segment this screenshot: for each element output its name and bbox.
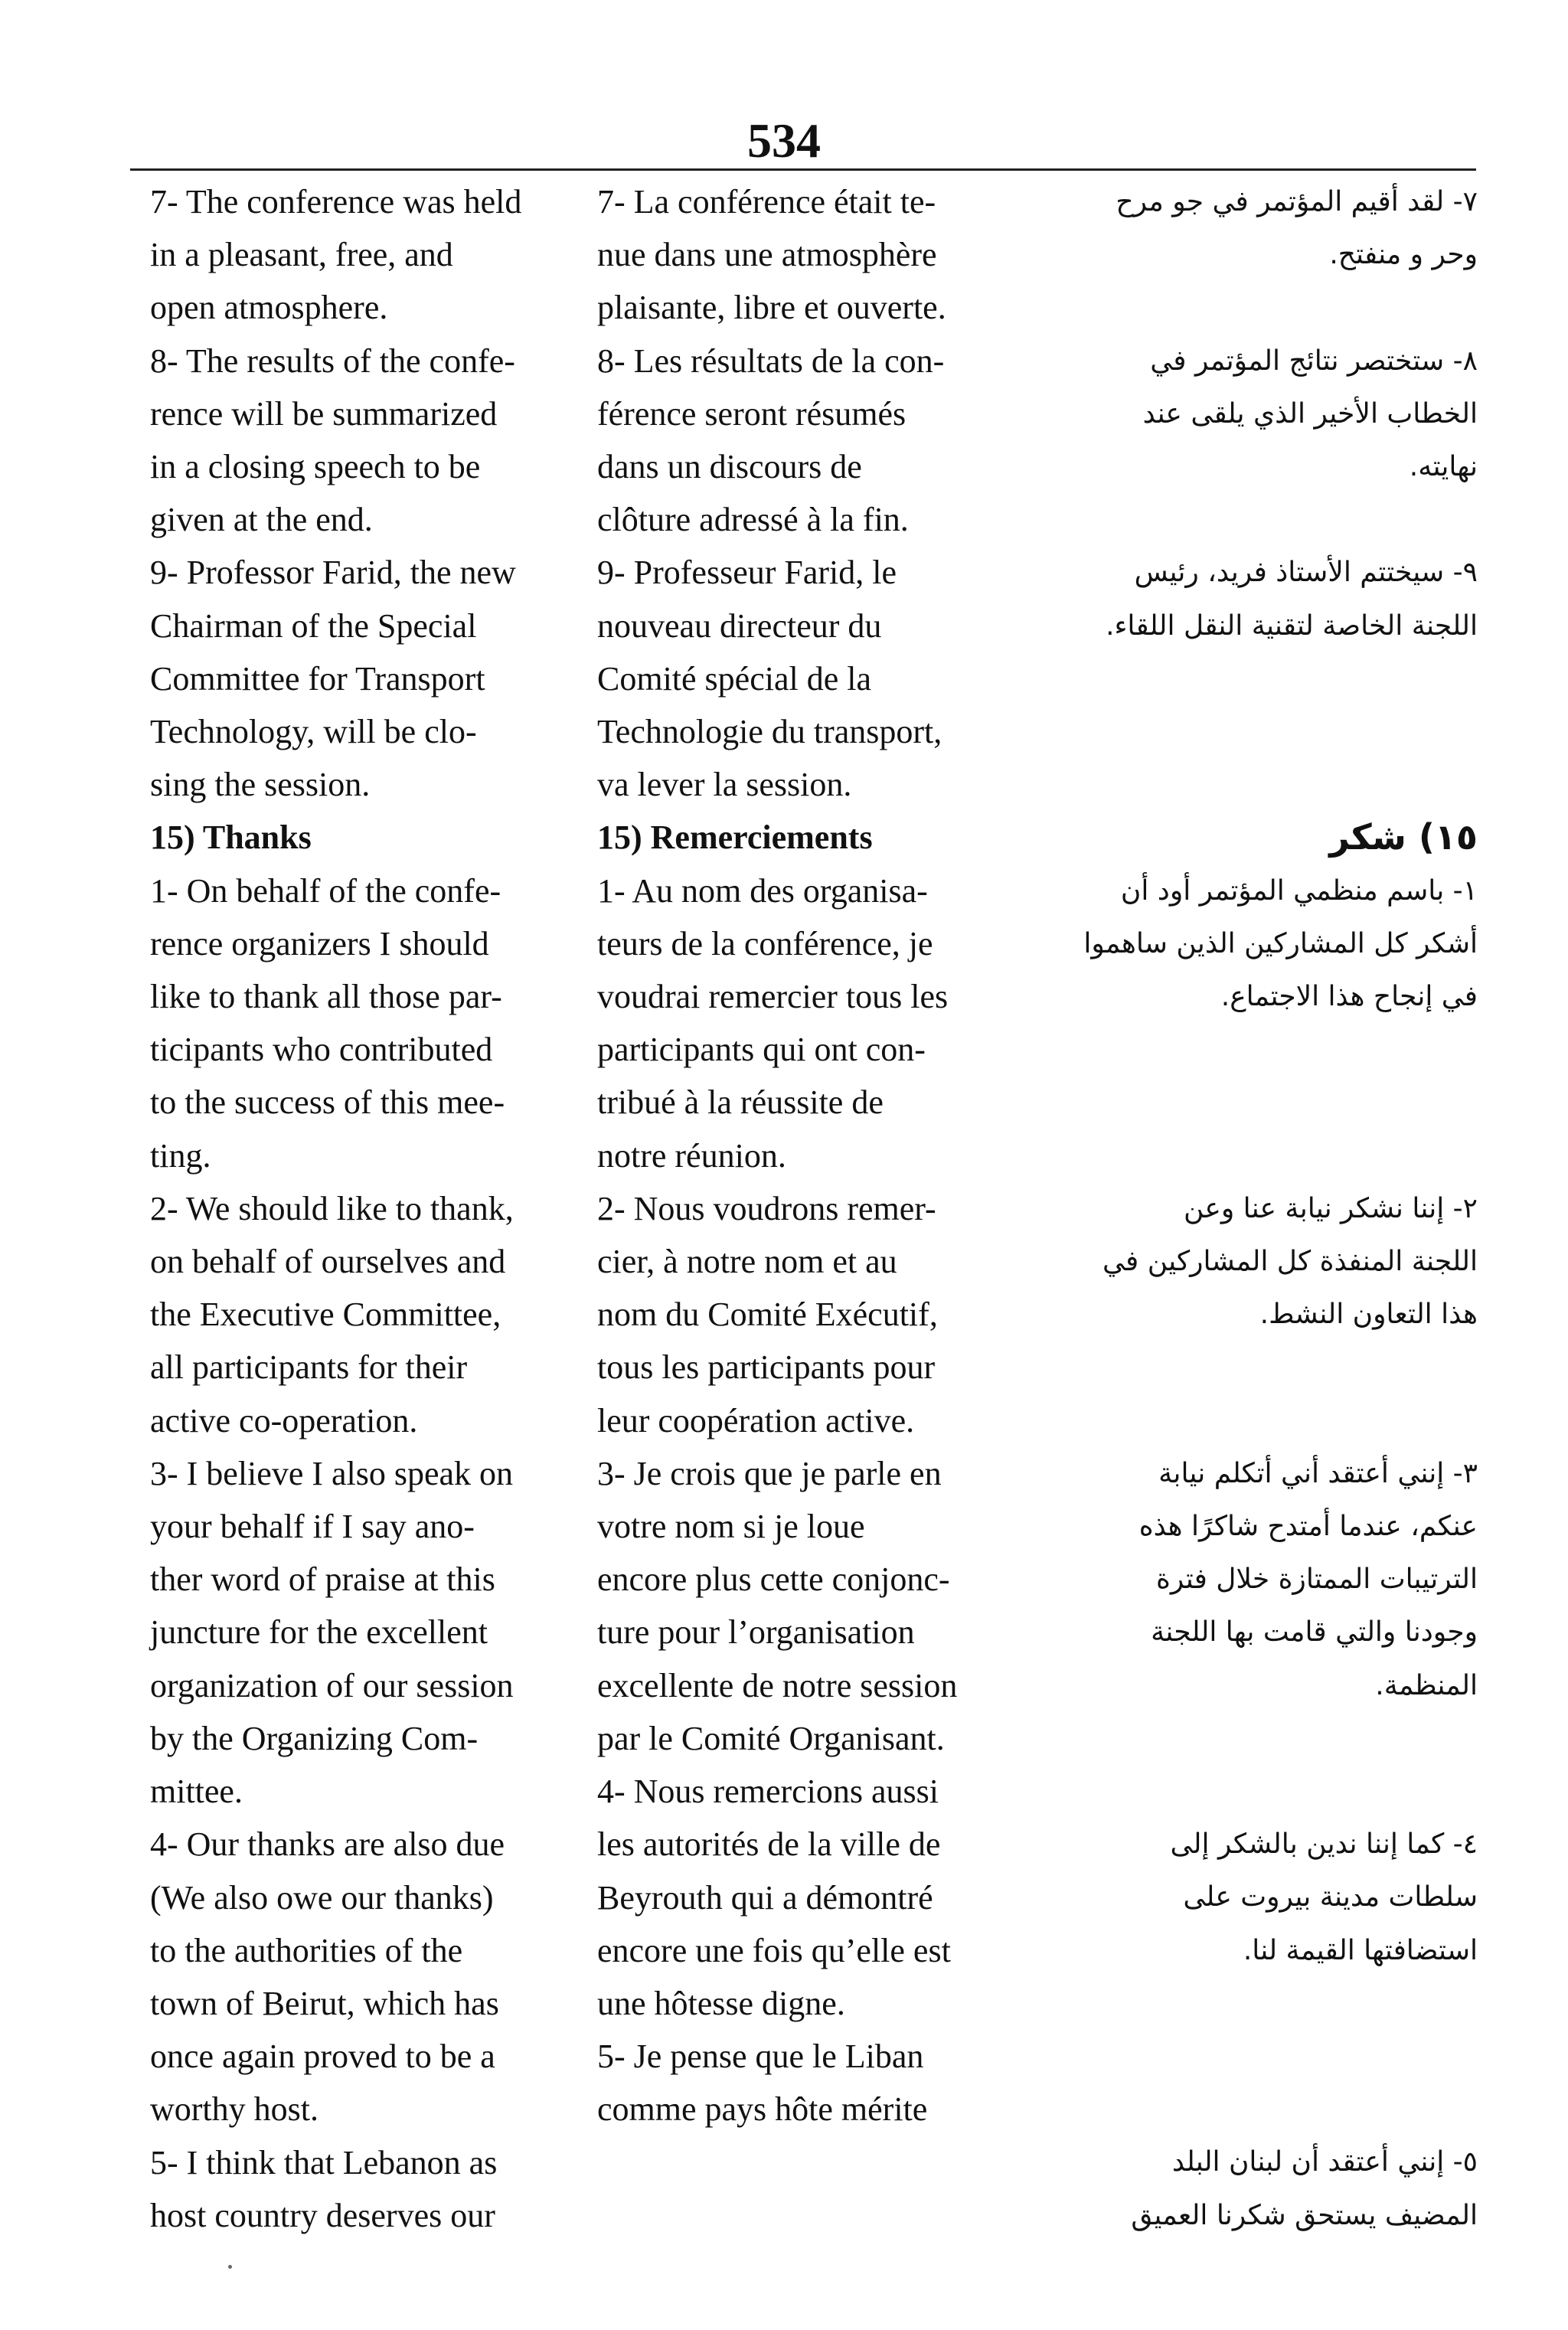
ar-item-9: ٩- سيختتم الأستاذ فريد، رئيس اللجنة الخاصة لتقنية النقل اللقاء. bbox=[1106, 557, 1478, 642]
ar-section-heading: ١٥) شكر bbox=[1329, 816, 1478, 858]
fr-item-5: 5- Je pense que le Liban comme pays hôte mérite bbox=[597, 2038, 928, 2129]
fr-item-2: 2- Nous voudrons remer- cier, à notre nom et au nom du Comité Exécutif, tous les participants pour leur coopération active. bbox=[597, 1189, 938, 1440]
ar-item-1: ١- باسم منظمي المؤتمر أود أن أشكر كل المشاركين الذين ساهموا في إنجاح هذا الاجتماع. bbox=[1083, 874, 1478, 1012]
arabic-column bbox=[1041, 175, 1478, 2231]
en-item-7: 7- The conference was held in a pleasant, free, and open atmosphere. bbox=[150, 183, 522, 327]
french-column bbox=[597, 175, 1011, 2136]
ar-item-4: ٤- كما إننا ندين بالشكر إلى سلطات مدينة بيروت على استضافتها القيمة لنا. bbox=[1170, 1828, 1478, 1966]
ar-item-8: ٨- ستختصر نتائج المؤتمر في الخطاب الأخير الذي يلقى عند نهايته. bbox=[1142, 345, 1478, 482]
en-item-9: 9- Professor Farid, the new Chairman of the Special Committee for Transport Technology, will be clo- sing the session. bbox=[150, 554, 516, 804]
fr-item-3: 3- Je crois que je parle en votre nom si je loue encore plus cette conjonc- ture pour l’organisation excellente de notre session par le Comité Organisant. bbox=[597, 1454, 958, 1757]
fr-item-7: 7- La conférence était te- nue dans une atmosphère plaisante, libre et ouverte. bbox=[597, 183, 946, 327]
fr-item-8: 8- Les résultats de la con- férence seront résumés dans un discours de clôture adressé à la fin. bbox=[597, 341, 945, 539]
en-item-1: 1- On behalf of the confe- rence organizers I should like to thank all those par- ticipants who contributed to the success of this mee- ting. bbox=[150, 871, 505, 1175]
ar-item-2: ٢- إننا نشكر نيابة عنا وعن اللجنة المنفذة كل المشاركين في هذا التعاون النشط. bbox=[1102, 1192, 1478, 1331]
fr-item-1: 1- Au nom des organisa- teurs de la conférence, je voudrai remercier tous les participants qui ont con- tribué à la réussite de notre réunion. bbox=[597, 871, 949, 1175]
en-item-2: 2- We should like to thank, on behalf of ourselves and the Executive Committee, all participants for their active co-operation. bbox=[150, 1189, 514, 1440]
en-item-8: 8- The results of the confe- rence will be summarized in a closing speech to be given at the end. bbox=[150, 341, 515, 539]
ar-item-7: ٧- لقد أقيم المؤتمر في جو مرح وحر و منفتح. bbox=[1116, 186, 1478, 271]
ar-item-5: ٥- إنني أعتقد أن لبنان البلد المضيف يستحق شكرنا العميق bbox=[1131, 2146, 1478, 2231]
english-column bbox=[150, 175, 567, 2242]
page-number: 534 bbox=[747, 113, 821, 168]
header-rule bbox=[130, 168, 1476, 171]
fr-item-4: 4- Nous remercions aussi les autorités de la ville de Beyrouth qui a démontré encore une fois qu’elle est une hôtesse digne. bbox=[597, 1773, 951, 2022]
ar-item-3: ٣- إنني أعتقد أني أتكلم نيابة عنكم، عندما أمتدح شاكرًا هذه الترتيبات الممتازة خلال فترة وجودنا والتي قامت بها اللجنة المنظمة. bbox=[1138, 1457, 1478, 1701]
en-item-5: 5- I think that Lebanon as host country deserves our bbox=[150, 2143, 498, 2234]
en-item-3: 3- I believe I also speak on your behalf if I say ano- ther word of praise at this juncture for the excellent organization of our session by the Organizing Com- mittee. bbox=[150, 1454, 514, 1811]
fr-item-9: 9- Professeur Farid, le nouveau directeur du Comité spécial de la Technologie du transport, va lever la session. bbox=[597, 554, 942, 804]
scan-speck bbox=[228, 2265, 232, 2269]
en-section-heading: 15) Thanks bbox=[150, 819, 312, 857]
en-item-4: 4- Our thanks are also due (We also owe our thanks) to the authorities of the town of Beirut, which has once again proved to be a worthy host. bbox=[150, 1825, 505, 2129]
fr-section-heading: 15) Remerciements bbox=[597, 819, 873, 857]
